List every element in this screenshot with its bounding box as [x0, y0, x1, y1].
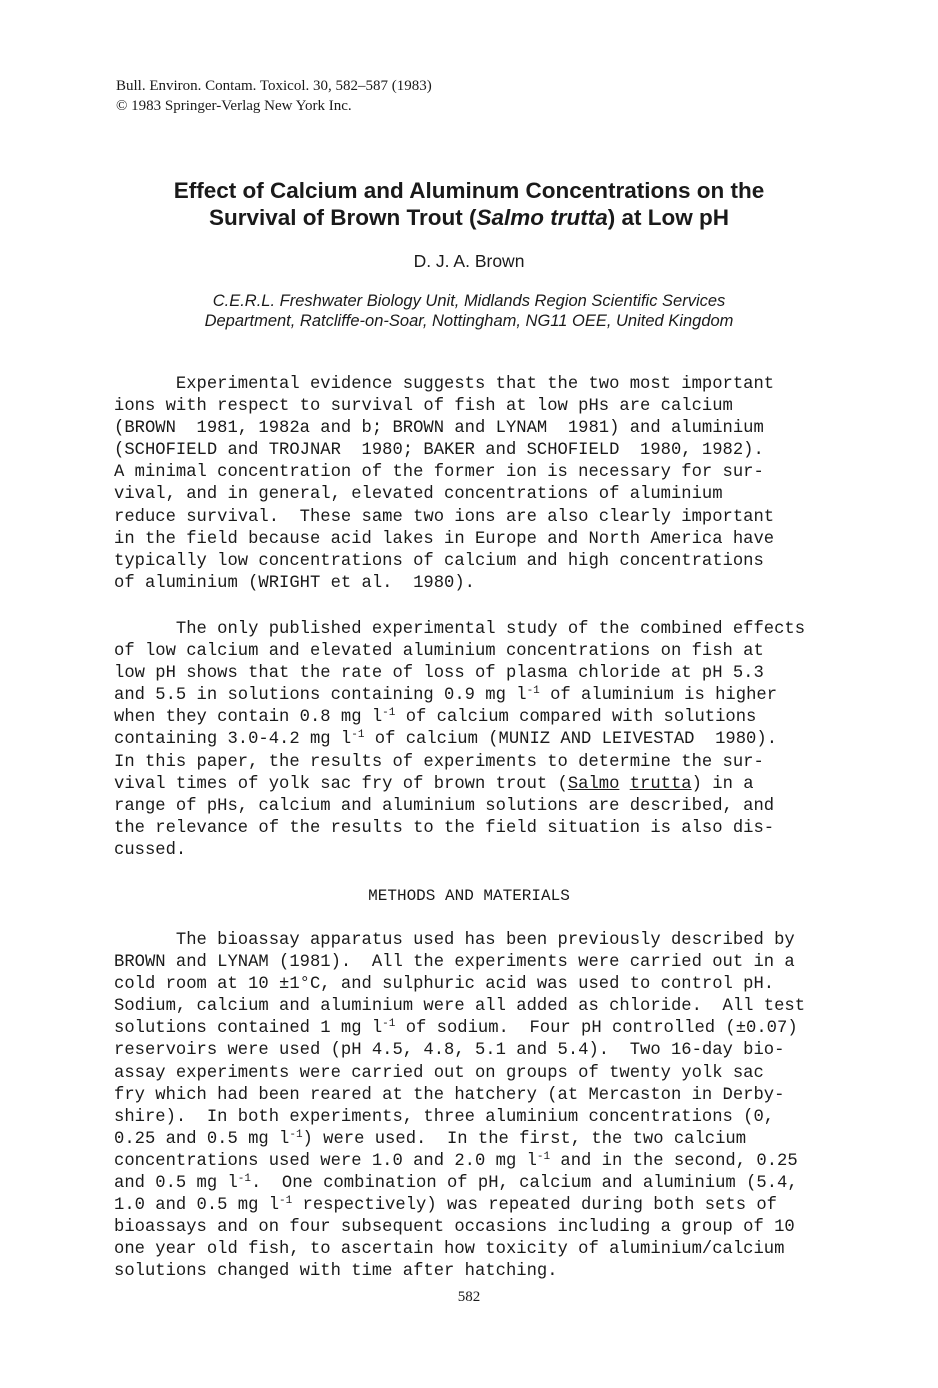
superscript: -1 [382, 707, 396, 720]
text-line: reduce survival. These same two ions are also clearly important [114, 507, 775, 527]
text-line: Experimental evidence suggests that the two most important [114, 375, 775, 394]
text-line: Sodium, calcium and aluminium were all added as chloride. All test [114, 997, 806, 1017]
superscript: -1 [289, 1128, 303, 1141]
text-line: and 5.5 in solutions containing 0.9 mg $l^{-1}$ of aluminium is higher [114, 685, 778, 706]
text-line: the relevance of the results to the field situation is also dis- [114, 818, 775, 838]
superscript: -1 [536, 1150, 551, 1163]
text-line: range of pHs, calcium and aluminium solutions are described, and [114, 796, 775, 816]
text-line: in the field because acid lakes in Europe and North America have [114, 529, 775, 549]
text-line: solutions changed with time after hatching. [114, 1262, 558, 1282]
text-line: typically low concentrations of calcium and high concentrations [114, 551, 764, 571]
text-line: 0.25 and 0.5 mg $l^{-1}$) were used. In the first, the two calcium [114, 1128, 747, 1149]
author-affiliation [0, 291, 938, 331]
text-line: assay experiments were carried out on groups of twenty yolk sac [114, 1063, 764, 1083]
text-line: In this paper, the results of experiments to determine the sur- [114, 752, 764, 772]
page-number: 582 [457, 1289, 481, 1305]
text-line: (BROWN 1981, 1982a and b; BROWN and LYNAM 1981) and aluminium [114, 419, 764, 439]
text-line: cold room at 10 ±1°C, and sulphuric acid was used to control pH. [114, 975, 775, 995]
species-genus: Salmo [567, 774, 620, 794]
superscript: -1 [279, 1195, 293, 1208]
copyright-notice: © 1983 Springer-Verlag New York Inc. [116, 98, 352, 114]
text-line: The only published experimental study of the combined effects [114, 620, 806, 639]
affiliation-line-1: C.E.R.L. Freshwater Biology Unit, Midlands Region Scientific Services [212, 292, 726, 310]
section-heading: METHODS AND MATERIALS [368, 887, 570, 905]
text-line: when they contain 0.8 mg $l^{-1}$ of calcium compared with solutions [114, 707, 757, 728]
text-line: of aluminium (WRIGHT et al. 1980). [114, 573, 475, 593]
text-line: vival, and in general, elevated concentrations of aluminium [114, 485, 723, 505]
text-line: one year old fish, to ascertain how toxicity of aluminium/calcium [114, 1240, 785, 1260]
text-line: reservoirs were used (pH 4.5, 4.8, 5.1 and 5.4). Two 16-day bio- [114, 1041, 785, 1061]
text-line: BROWN and LYNAM (1981). All the experiments were carried out in a [114, 953, 795, 973]
text-line: shire). In both experiments, three aluminium concentrations (0, [114, 1107, 775, 1127]
superscript: -1 [237, 1173, 251, 1186]
superscript: -1 [351, 729, 365, 742]
text-line: containing 3.0-4.2 mg $l^{-1}$ of calcium (MUNIZ AND LEIVESTAD 1980). [114, 729, 778, 750]
text-line: and 0.5 mg $l^{-1}$. One combination of pH, calcium and aluminium (5.4, [114, 1173, 798, 1194]
journal-citation: Bull. Environ. Contam. Toxicol. 30, 582–587 (1983) [116, 78, 432, 94]
text-line: vival times of yolk sac fry of brown trout (Salmo trutta) in a [114, 774, 754, 794]
text-line: solutions contained 1 mg $l^{-1}$ of sodium. Four pH controlled (±0.07) [114, 1018, 798, 1039]
superscript: -1 [382, 1018, 396, 1031]
text-line: 1.0 and 0.5 mg $l^{-1}$ respectively) was repeated during both sets of [114, 1195, 778, 1216]
species-epithet: trutta [629, 774, 692, 794]
text-line: bioassays and on four subsequent occasions including a group of 10 [114, 1218, 795, 1238]
text-line: fry which had been reared at the hatchery (at Mercaston in Derby- [114, 1085, 785, 1105]
superscript: -1 [526, 685, 540, 698]
affiliation-line-2: Department, Ratcliffe-on-Soar, Nottingham, NG11 OEE, United Kingdom [204, 312, 734, 330]
title-line-1: Effect of Calcium and Aluminum Concentrations on the [173, 178, 765, 203]
text-line: concentrations used were 1.0 and 2.0 mg $l^{-1}$ and in the second, 0.25 [114, 1150, 798, 1171]
text-line: of low calcium and elevated aluminium concentrations on fish at [114, 642, 764, 662]
paragraph-introduction [114, 374, 774, 595]
paragraph-methods [114, 930, 805, 1284]
text-line: ions with respect to survival of fish at low pHs are calcium [114, 397, 733, 417]
text-line: low pH shows that the rate of loss of plasma chloride at pH 5.3 [114, 664, 764, 684]
text-line: cussed. [114, 840, 187, 860]
article-title [0, 177, 938, 231]
text-line: A minimal concentration of the former ion is necessary for sur- [114, 463, 764, 483]
text-line: The bioassay apparatus used has been previously described by [114, 931, 795, 950]
paragraph-previous-study [114, 619, 805, 862]
title-line-2: Survival of Brown Trout (Salmo trutta) at Low pH [208, 205, 730, 230]
journal-header [116, 76, 432, 116]
author-name: D. J. A. Brown [413, 251, 525, 271]
text-line: (SCHOFIELD and TROJNAR 1980; BAKER and SCHOFIELD 1980, 1982). [114, 441, 764, 461]
species-name: Salmo trutta [476, 205, 608, 230]
